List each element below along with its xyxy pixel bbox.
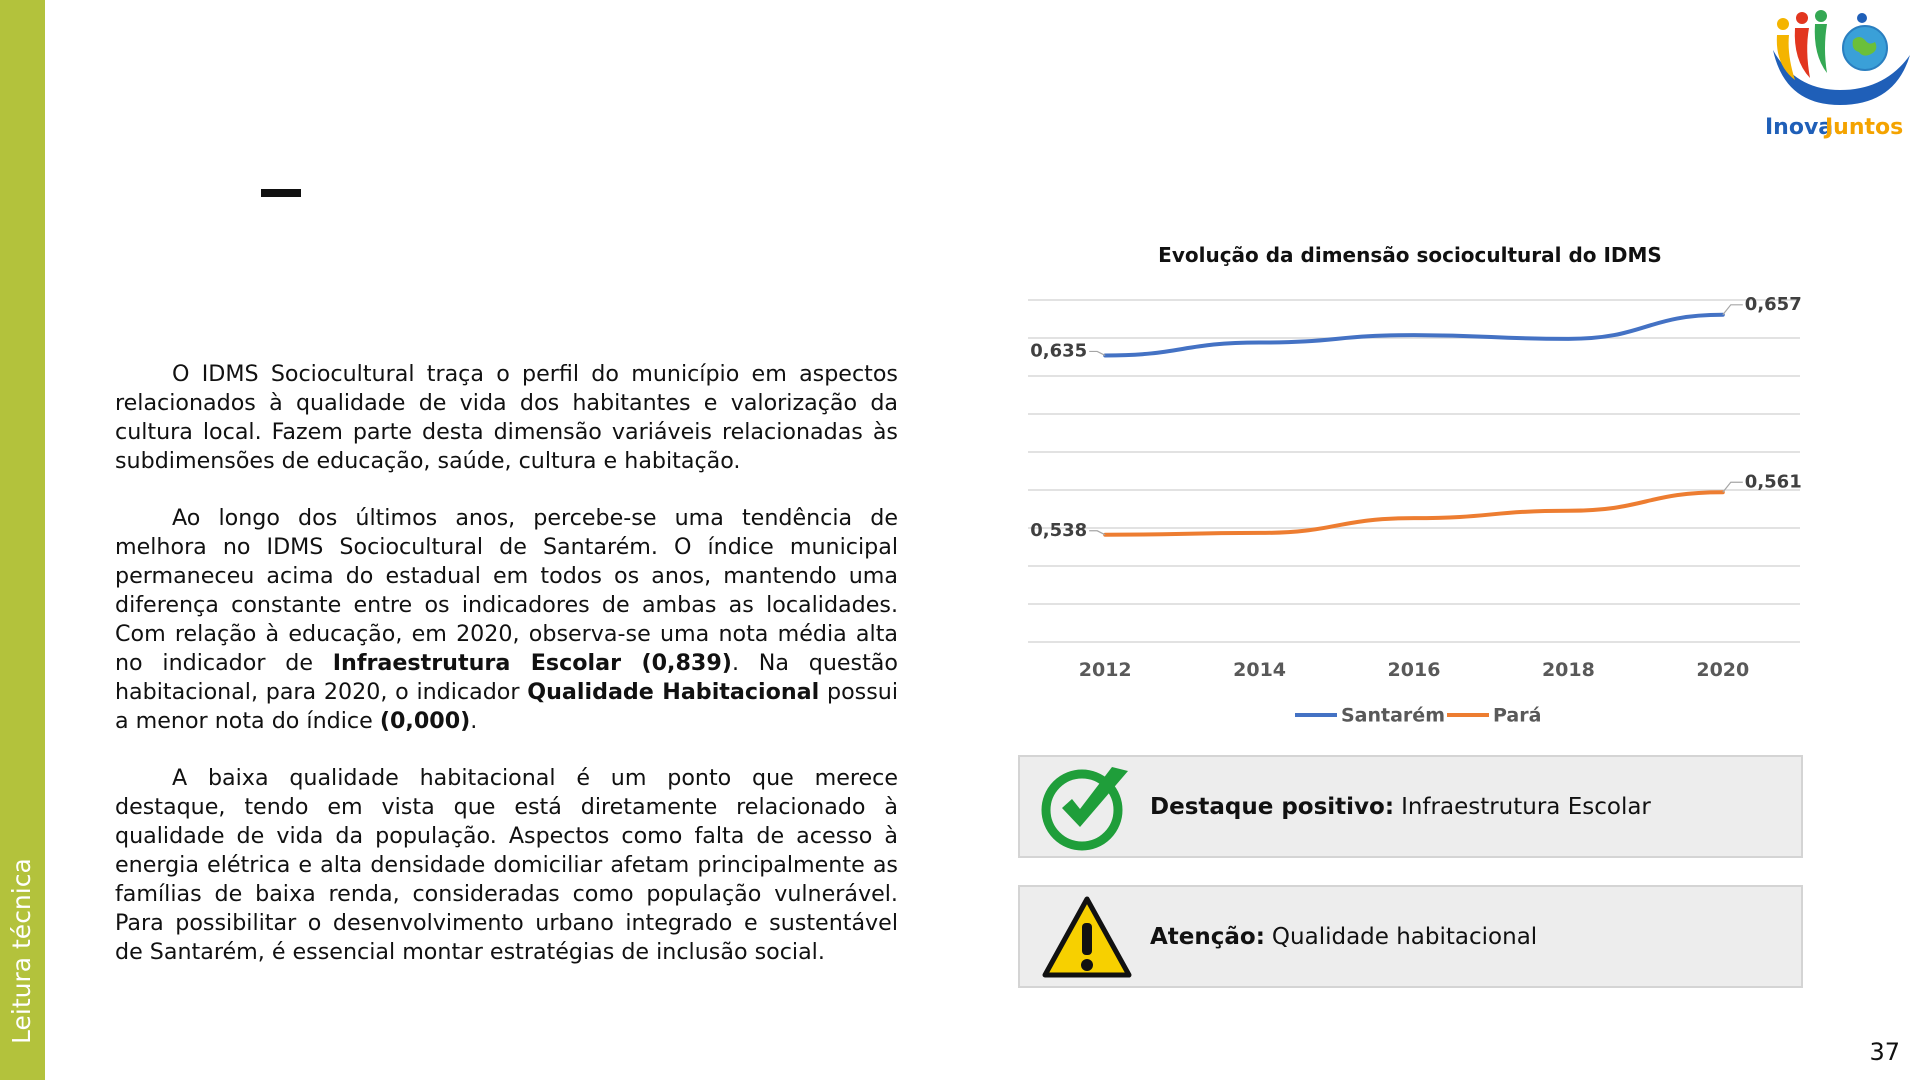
paragraph-2-part-d: possui a menor nota do índice [115,679,898,734]
x-tick-label: 2018 [1541,659,1595,681]
page-number: 37 [1869,1038,1900,1066]
warning-icon [1040,893,1135,983]
legend-label-0: Santarém [1341,704,1445,727]
attention-text [1150,887,1537,986]
positive-highlight-label: Destaque positivo: [1150,793,1395,820]
chart-data-labels [1030,294,1801,541]
legend-label-1: Pará [1493,704,1542,727]
positive-highlight-text [1150,757,1651,856]
data-label-leader [1089,531,1105,535]
check-icon [1040,763,1135,853]
paragraph-2-part-c: . Na questão habitacional, para 2020, o indicador [115,650,898,705]
data-label-leader [1723,482,1743,492]
paragraph-2-bold-1: Infraestrutura Escolar (0,839) [332,650,732,676]
x-tick-label: 2012 [1078,659,1132,681]
title-dash [261,189,301,197]
x-tick-label: 2014 [1233,659,1287,681]
attention-box [1018,885,1803,988]
attention-label: Atenção: [1150,923,1265,950]
logo-text-inova: Inova [1765,115,1834,140]
positive-highlight-box [1018,755,1803,858]
chart-series [1105,315,1723,535]
line-chart [1010,230,1810,740]
data-label-0: 0,635 [1030,340,1088,362]
paragraph-3: A baixa qualidade habitacional é um ponto que merece destaque, tendo em vista que está diretamente relacionado à qualidade de vida da população. Aspectos como falta de acesso à energia elétrica e alta densidade domiciliar afetam principalmente as famílias de baixa renda, consideradas como população vulnerável. Para possibilitar o desenvolvimento urbano integrado e sustentável de Santarém, é essencial montar estratégias de inclusão social. [115,765,898,965]
paragraph-2-part-e: . [470,708,478,734]
paragraph-2-bold-3: (0,000) [379,708,471,734]
data-label-1: 0,657 [1744,293,1802,315]
x-tick-label: 2020 [1696,659,1750,681]
chart-legend [1295,705,1541,727]
body-text [115,360,898,995]
sidebar [0,0,45,1080]
sidebar-label: Leitura técnica [7,858,36,1044]
attention-value: Qualidade habitacional [1271,923,1538,950]
data-label-2: 0,538 [1030,519,1088,541]
chart-gridlines [1028,300,1800,642]
data-label-3: 0,561 [1744,471,1802,493]
chart-x-axis [1079,659,1749,681]
paragraph-2-bold-2: Qualidade Habitacional [527,679,820,705]
series-line-0 [1105,315,1723,356]
inovajuntos-logo [1765,10,1915,140]
data-label-leader [1723,305,1743,315]
x-tick-label: 2016 [1387,659,1441,681]
chart-title: Evolução da dimensão sociocultural do IDMS [1158,243,1662,267]
paragraph-1: O IDMS Sociocultural traça o perfil do município em aspectos relacionados à qualidade de vida dos habitantes e valorização da cultura local. Fazem parte desta dimensão variáveis relacionadas às subdimensões de educação, saúde, cultura e habitação. [115,361,898,474]
data-label-leader [1089,351,1105,355]
paragraph-2 [115,504,898,736]
logo-text-juntos: Juntos [1825,115,1904,140]
paragraph-2-part-a: Ao longo dos últimos anos, percebe-se uma tendência de melhora no IDMS Sociocultural de Santarém. O índice municipal permaneceu acima do estadual em todos os anos, mantendo uma diferença constante entre os indicadores de ambas as localidades. Com relação à educação, em 2020, observa-se uma nota média alta no indicador de [115,505,898,676]
positive-highlight-value: Infraestrutura Escolar [1401,793,1651,820]
